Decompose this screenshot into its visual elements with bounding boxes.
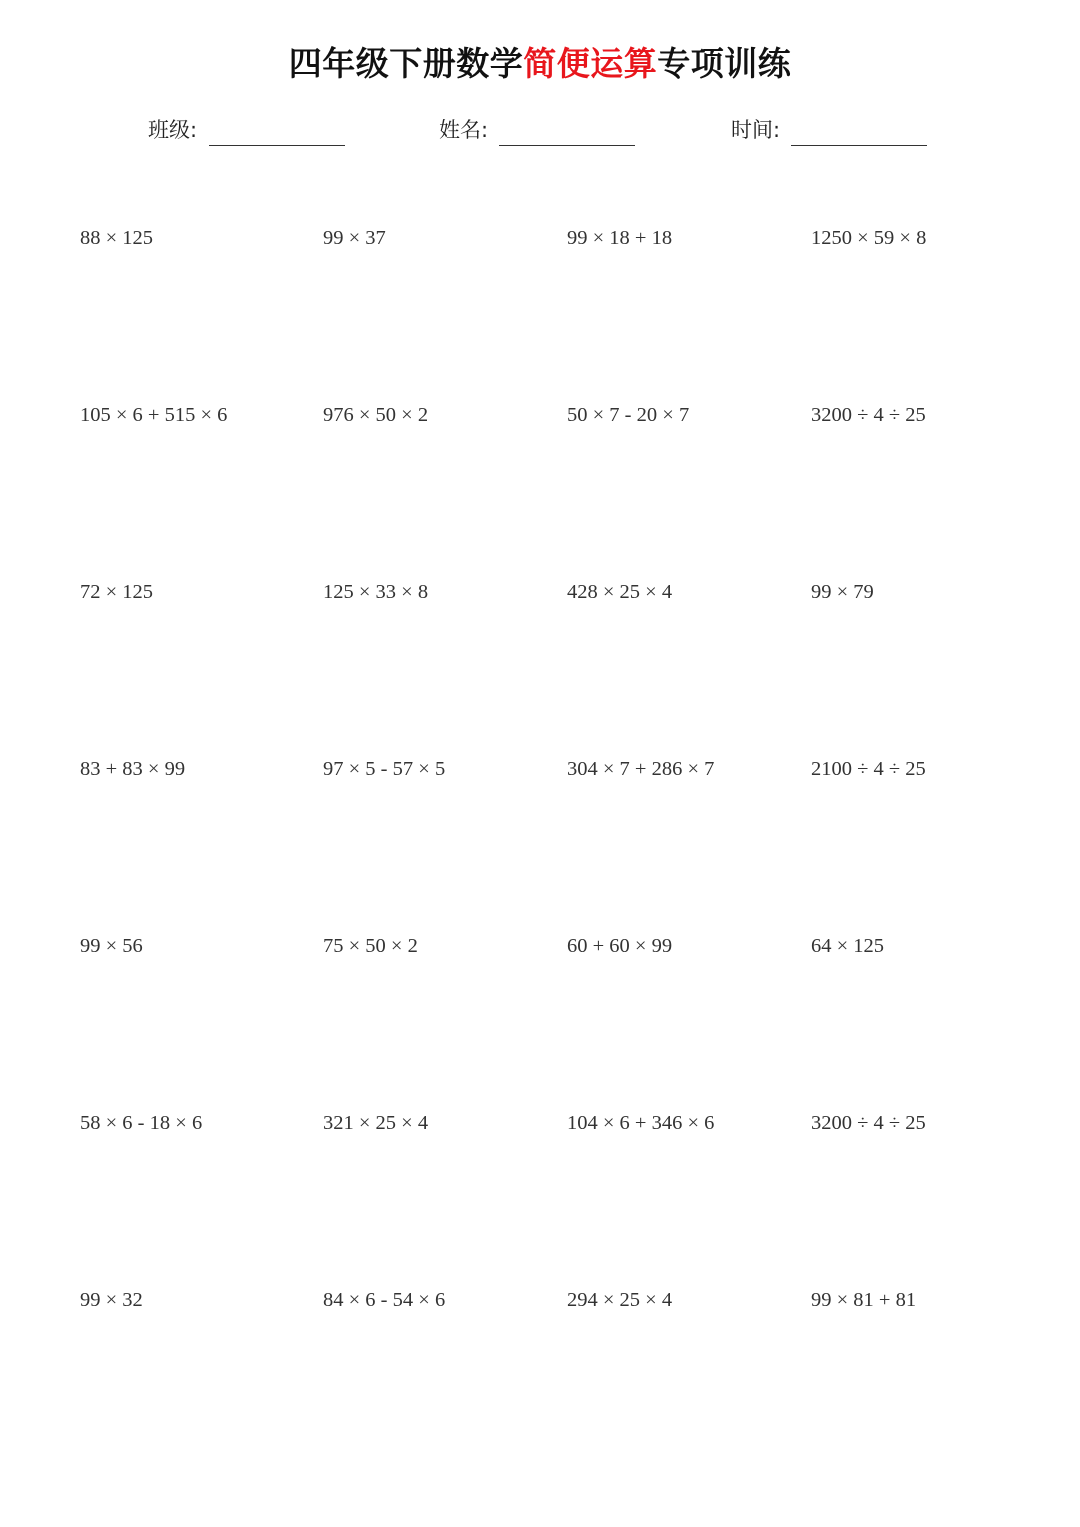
problem-expression: 104 × 6 + 346 × 6 [567, 1112, 715, 1134]
problem-expression: 304 × 7 + 286 × 7 [567, 758, 715, 780]
class-label: 班级: [148, 118, 198, 142]
problem-expression: 97 × 5 - 57 × 5 [323, 758, 446, 780]
problem-expression: 99 × 79 [811, 581, 874, 603]
problem-expression: 105 × 6 + 515 × 6 [80, 404, 228, 426]
class-field [148, 115, 345, 146]
problem-expression: 72 × 125 [80, 581, 154, 603]
problem-expression: 60 + 60 × 99 [567, 935, 673, 957]
name-field [439, 115, 635, 146]
problem-expression: 75 × 50 × 2 [323, 935, 418, 957]
problem-expression: 428 × 25 × 4 [567, 581, 673, 603]
class-input-line[interactable] [209, 115, 345, 146]
problem-expression: 99 × 37 [323, 227, 386, 249]
problem-expression: 88 × 125 [80, 227, 154, 249]
problem-expression: 3200 ÷ 4 ÷ 25 [811, 1112, 926, 1134]
problem-expression: 125 × 33 × 8 [323, 581, 429, 603]
problem-expression: 976 × 50 × 2 [323, 404, 429, 426]
title-text-part2: 专项训练 [657, 44, 792, 83]
title-text-part1: 四年级下册数学 [288, 44, 524, 83]
problem-expression: 50 × 7 - 20 × 7 [567, 404, 690, 426]
title-text-highlight: 简便运算 [523, 44, 658, 83]
problem-expression: 64 × 125 [811, 935, 885, 957]
time-input-line[interactable] [791, 115, 927, 146]
name-label: 姓名: [439, 118, 489, 142]
problem-expression: 321 × 25 × 4 [323, 1112, 429, 1134]
problem-expression: 84 × 6 - 54 × 6 [323, 1289, 446, 1311]
problem-expression: 1250 × 59 × 8 [811, 227, 927, 249]
problem-expression: 2100 ÷ 4 ÷ 25 [811, 758, 926, 780]
problem-expression: 99 × 32 [80, 1289, 143, 1311]
time-field [731, 115, 927, 146]
student-info-row [0, 115, 1080, 151]
problem-expression: 99 × 81 + 81 [811, 1289, 917, 1311]
problem-expression: 58 × 6 - 18 × 6 [80, 1112, 203, 1134]
page-title [0, 38, 1080, 85]
problem-expression: 294 × 25 × 4 [567, 1289, 673, 1311]
name-input-line[interactable] [499, 115, 635, 146]
problem-expression: 3200 ÷ 4 ÷ 25 [811, 404, 926, 426]
problem-expression: 99 × 56 [80, 935, 143, 957]
problem-expression: 83 + 83 × 99 [80, 758, 186, 780]
problem-expression: 99 × 18 + 18 [567, 227, 673, 249]
time-label: 时间: [731, 118, 781, 142]
